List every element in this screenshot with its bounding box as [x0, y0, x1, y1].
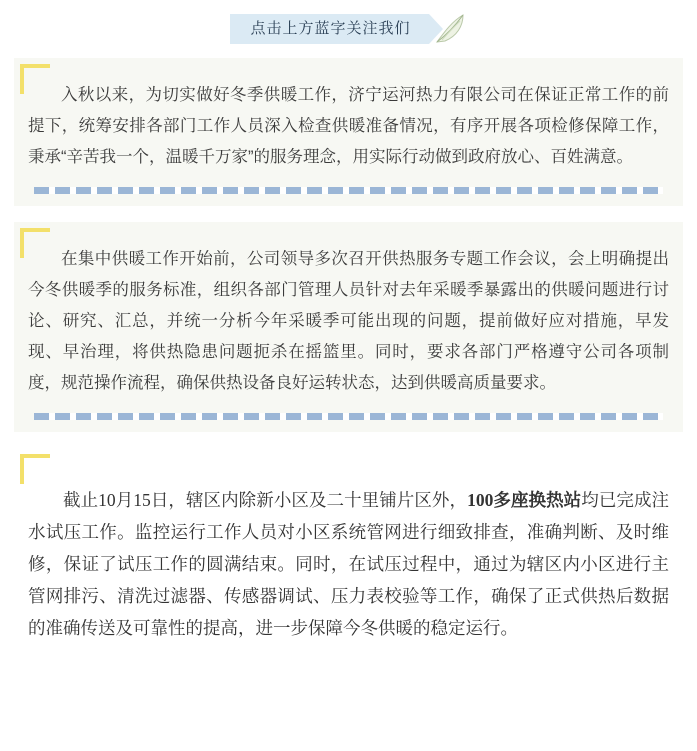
paragraph-text: 在集中供暖工作开始前，公司领导多次召开供热服务专题工作会议，会上明确提出今冬供暖季的服务标准，组织各部门管理人员针对去年采暖季暴露出的供暖问题进行讨论、研究、汇总，并统一分析今年采暖季可能出现的问题，提前做好应对措施，早发现、早治理，将供热隐患问题扼杀在摇篮里。同时，要求各部门严格遵守公司各项制度，规范操作流程，确保供热设备良好运转状态，达到供暖高质量要求。: [28, 250, 669, 392]
section-spacer: [28, 470, 669, 484]
paragraph-prefix: 截止10月15日，辖区内除新小区及二十里铺片区外，: [63, 490, 468, 510]
paragraph-suffix: 均已完成注水试压工作。监控运行工作人员对小区系统管网进行细致排查，准确判断、及时维修，保证了试压工作的圆满结束。同时，在试压过程中，通过为辖区内小区进行主管网排污、清洗过滤器、传感器调试、压力表校验等工作，确保了正式供热后数据的准确传送及可靠性的提高，进一步保障今冬供暖的稳定运行。: [28, 490, 670, 638]
header-banner-inner: [230, 12, 466, 46]
paragraph-highlight: 100多座换热站: [467, 490, 582, 510]
corner-bracket-icon: [20, 228, 50, 258]
corner-bracket-icon: [20, 64, 50, 94]
dashed-divider: [34, 413, 663, 420]
article-section: [14, 222, 683, 432]
follow-us-label[interactable]: 点击上方蓝字关注我们: [230, 14, 428, 44]
dashed-divider: [34, 187, 663, 194]
header-banner: [0, 0, 697, 58]
article-section: [14, 58, 683, 206]
article-section: [14, 448, 683, 648]
corner-bracket-icon: [20, 454, 50, 484]
feather-pen-icon: [433, 12, 467, 46]
paragraph-text: [28, 484, 669, 644]
paragraph-text: 入秋以来，为切实做好冬季供暖工作，济宁运河热力有限公司在保证正常工作的前提下，统筹安排各部门工作人员深入检查供暖准备情况，有序开展各项检修保障工作，秉承“辛苦我一个，温暖千万家”的服务理念，用实际行动做到政府放心、百姓满意。: [28, 86, 669, 166]
